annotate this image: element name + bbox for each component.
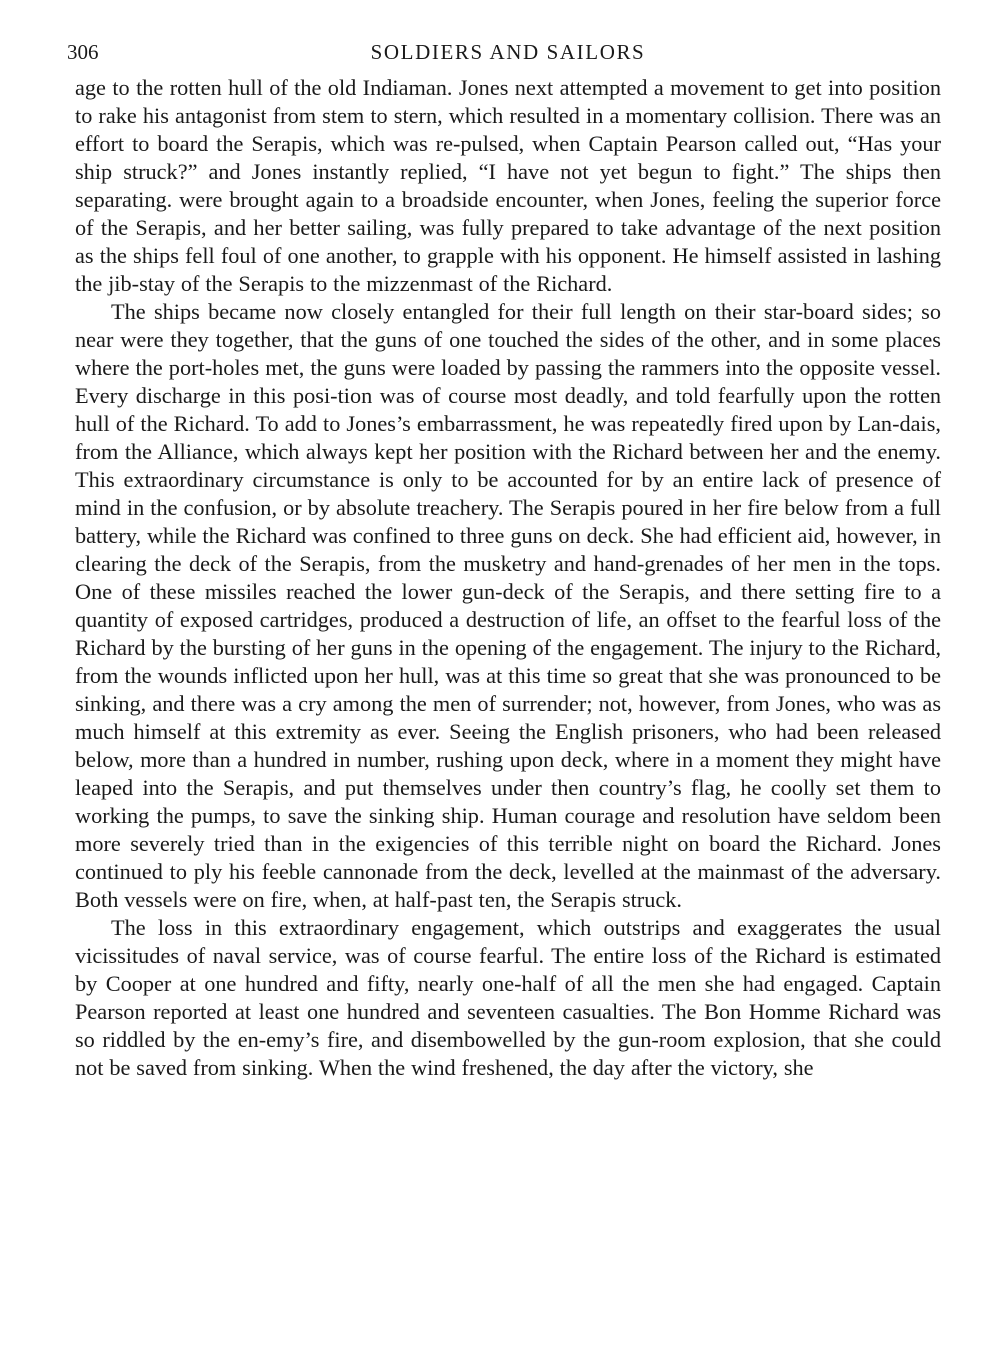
- running-head: [67, 36, 941, 74]
- paragraph-entanglement: The ships became now closely entangled for their full length on their star-board sides; so near were they together, that the guns of one touched the sides of the other, and in some places where the port-holes met, the guns were loaded by passing the rammers into the opposite vessel. Every discharge in this posi-tion was of course most deadly, and told fearfully upon the rotten hull of the Richard. To add to Jones’s embarrassment, he was repeatedly fired upon by Lan-dais, from the Alliance, which always kept her position with the Richard between her and the enemy. This extraordinary circumstance is only to be accounted for by an entire lack of presence of mind in the confusion, or by absolute treachery. The Serapis poured in her fire below from a full battery, while the Richard was confined to three guns on deck. She had efficient aid, however, in clearing the deck of the Serapis, from the musketry and hand-grenades of her men in the tops. One of these missiles reached the lower gun-deck of the Serapis, and there setting fire to a quantity of exposed cartridges, produced a destruction of life, an offset to the fearful loss of the Richard by the bursting of her guns in the opening of the engagement. The injury to the Richard, from the wounds inflicted upon her hull, was at this time so great that she was pronounced to be sinking, and there was a cry among the men of surrender; not, however, from Jones, who was as much himself at this extremity as ever. Seeing the English prisoners, who had been released below, more than a hundred in number, rushing upon deck, where in a moment they might have leaped into the Serapis, and put themselves under then country’s flag, he coolly set them to working the pumps, to save the sinking ship. Human courage and resolution have seldom been more severely tried than in the exigencies of this terrible night on board the Richard. Jones continued to ply his feeble cannonade from the deck, levelled at the mainmast of the adversary. Both vessels were on fire, when, at half-past ten, the Serapis struck.: [75, 299, 942, 912]
- paragraph-continuation: age to the rotten hull of the old Indiaman. Jones next attempted a movement to get into position to rake his antagonist from stem to stern, which resulted in a momentary collision. There was an effort to board the Serapis, which was re-pulsed, when Captain Pearson called out, “Has your ship struck?” and Jones instantly replied, “I have not yet begun to fight.” The ships then separating. were brought again to a broadside encounter, when Jones, feeling the superior force of the Serapis, and her better sailing, was fully prepared to take advantage of the next position as the ships fell foul of one another, to grapple with his opponent. He himself assisted in lashing the jib-stay of the Serapis to the mizzenmast of the Richard.: [75, 75, 941, 296]
- running-title: SOLDIERS AND SAILORS: [370, 40, 646, 64]
- page-number: 306: [67, 40, 99, 64]
- paragraph-losses: The loss in this extraordinary engagement, which outstrips and exaggerates the usual vicissitudes of naval service, was of course fearful. The entire loss of the Richard is estimated by Cooper at one hundred and fifty, nearly one-half of all the men she had engaged. Captain Pearson reported at least one hundred and seventeen casualties. The Bon Homme Richard was so riddled by the en-emy’s fire, and disembowelled by the gun-room explosion, that she could not be saved from sinking. When the wind freshened, the day after the victory, she: [75, 915, 941, 1080]
- book-page: [67, 36, 942, 1082]
